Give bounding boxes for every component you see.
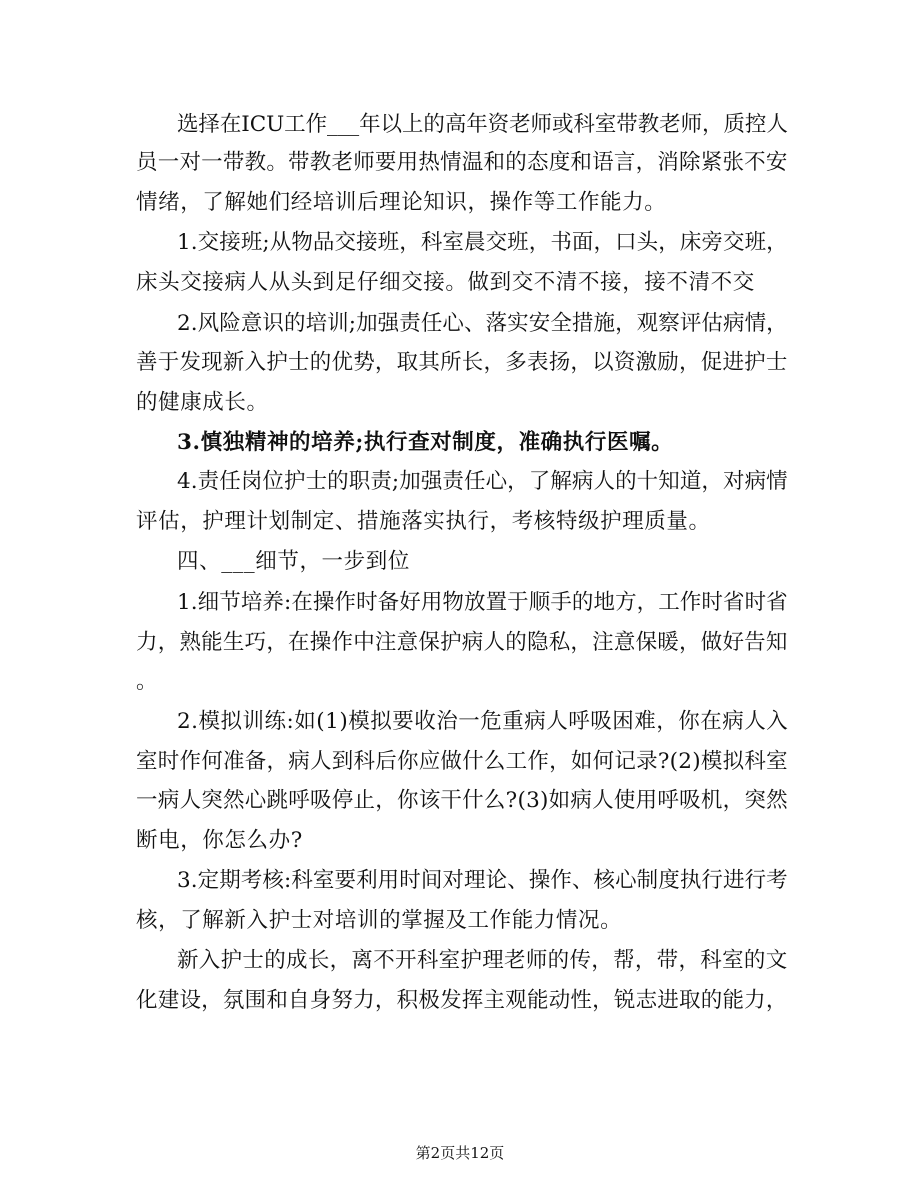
text-line: 1.细节培养:在操作时备好用物放置于顺手的地方，工作时省时省 xyxy=(177,590,788,615)
text-line: 核，了解新入护士对培训的掌握及工作能力情况。 xyxy=(136,908,623,933)
text-line: 善于发现新入护士的优势，取其所长，多表扬，以资激励，促进护士 xyxy=(136,350,788,375)
text-line: 4.责任岗位护士的职责;加强责任心，了解病人的十知道，对病情 xyxy=(177,469,788,494)
text-line: 的健康成长。 xyxy=(136,390,269,415)
text-line: 一病人突然心跳呼吸停止，你该干什么?(3)如病人使用呼吸机，突然 xyxy=(136,788,788,813)
text-line: 2.模拟训练:如(1)模拟要收治一危重病人呼吸困难，你在病人入 xyxy=(177,709,789,734)
text-line: 选择在ICU工作___年以上的高年资老师或科室带教老师，质控人 xyxy=(177,112,788,137)
text-line: 3.定期考核:科室要利用时间对理论、操作、核心制度执行进行考 xyxy=(177,868,788,893)
text-line: 新入护士的成长，离不开科室护理老师的传，帮，带，科室的文 xyxy=(177,948,788,973)
text-line: 。 xyxy=(136,669,159,694)
text-line: 情绪，了解她们经培训后理论知识，操作等工作能力。 xyxy=(136,190,667,215)
text-line: 力，熟能生巧，在操作中注意保护病人的隐私，注意保暖，做好告知 xyxy=(136,630,788,655)
text-line: 评估，护理计划制定、措施落实执行，考核特级护理质量。 xyxy=(136,509,711,534)
text-line: 断电，你怎么办? xyxy=(136,828,303,853)
section-heading: 四、___细节，一步到位 xyxy=(177,549,410,574)
text-line: 2.风险意识的培训;加强责任心、落实安全措施，观察评估病情， xyxy=(177,311,788,336)
page-number-footer: 第2页共12页 xyxy=(415,1144,505,1162)
text-line: 床头交接病人从头到足仔细交接。做到交不清不接，接不清不交 xyxy=(136,270,755,295)
text-line: 员一对一带教。带教老师要用热情温和的态度和语言，消除紧张不安 xyxy=(136,150,788,175)
text-line: 室时作何准备，病人到科后你应做什么工作，如何记录?(2)模拟科室 xyxy=(136,749,788,774)
text-line: 化建设，氛围和自身努力，积极发挥主观能动性，锐志进取的能力， xyxy=(136,988,788,1013)
bold-heading-line: 3.慎独精神的培养;执行查对制度，准确执行医嘱。 xyxy=(177,430,674,455)
text-line: 1.交接班;从物品交接班，科室晨交班，书面，口头，床旁交班， xyxy=(177,230,788,255)
